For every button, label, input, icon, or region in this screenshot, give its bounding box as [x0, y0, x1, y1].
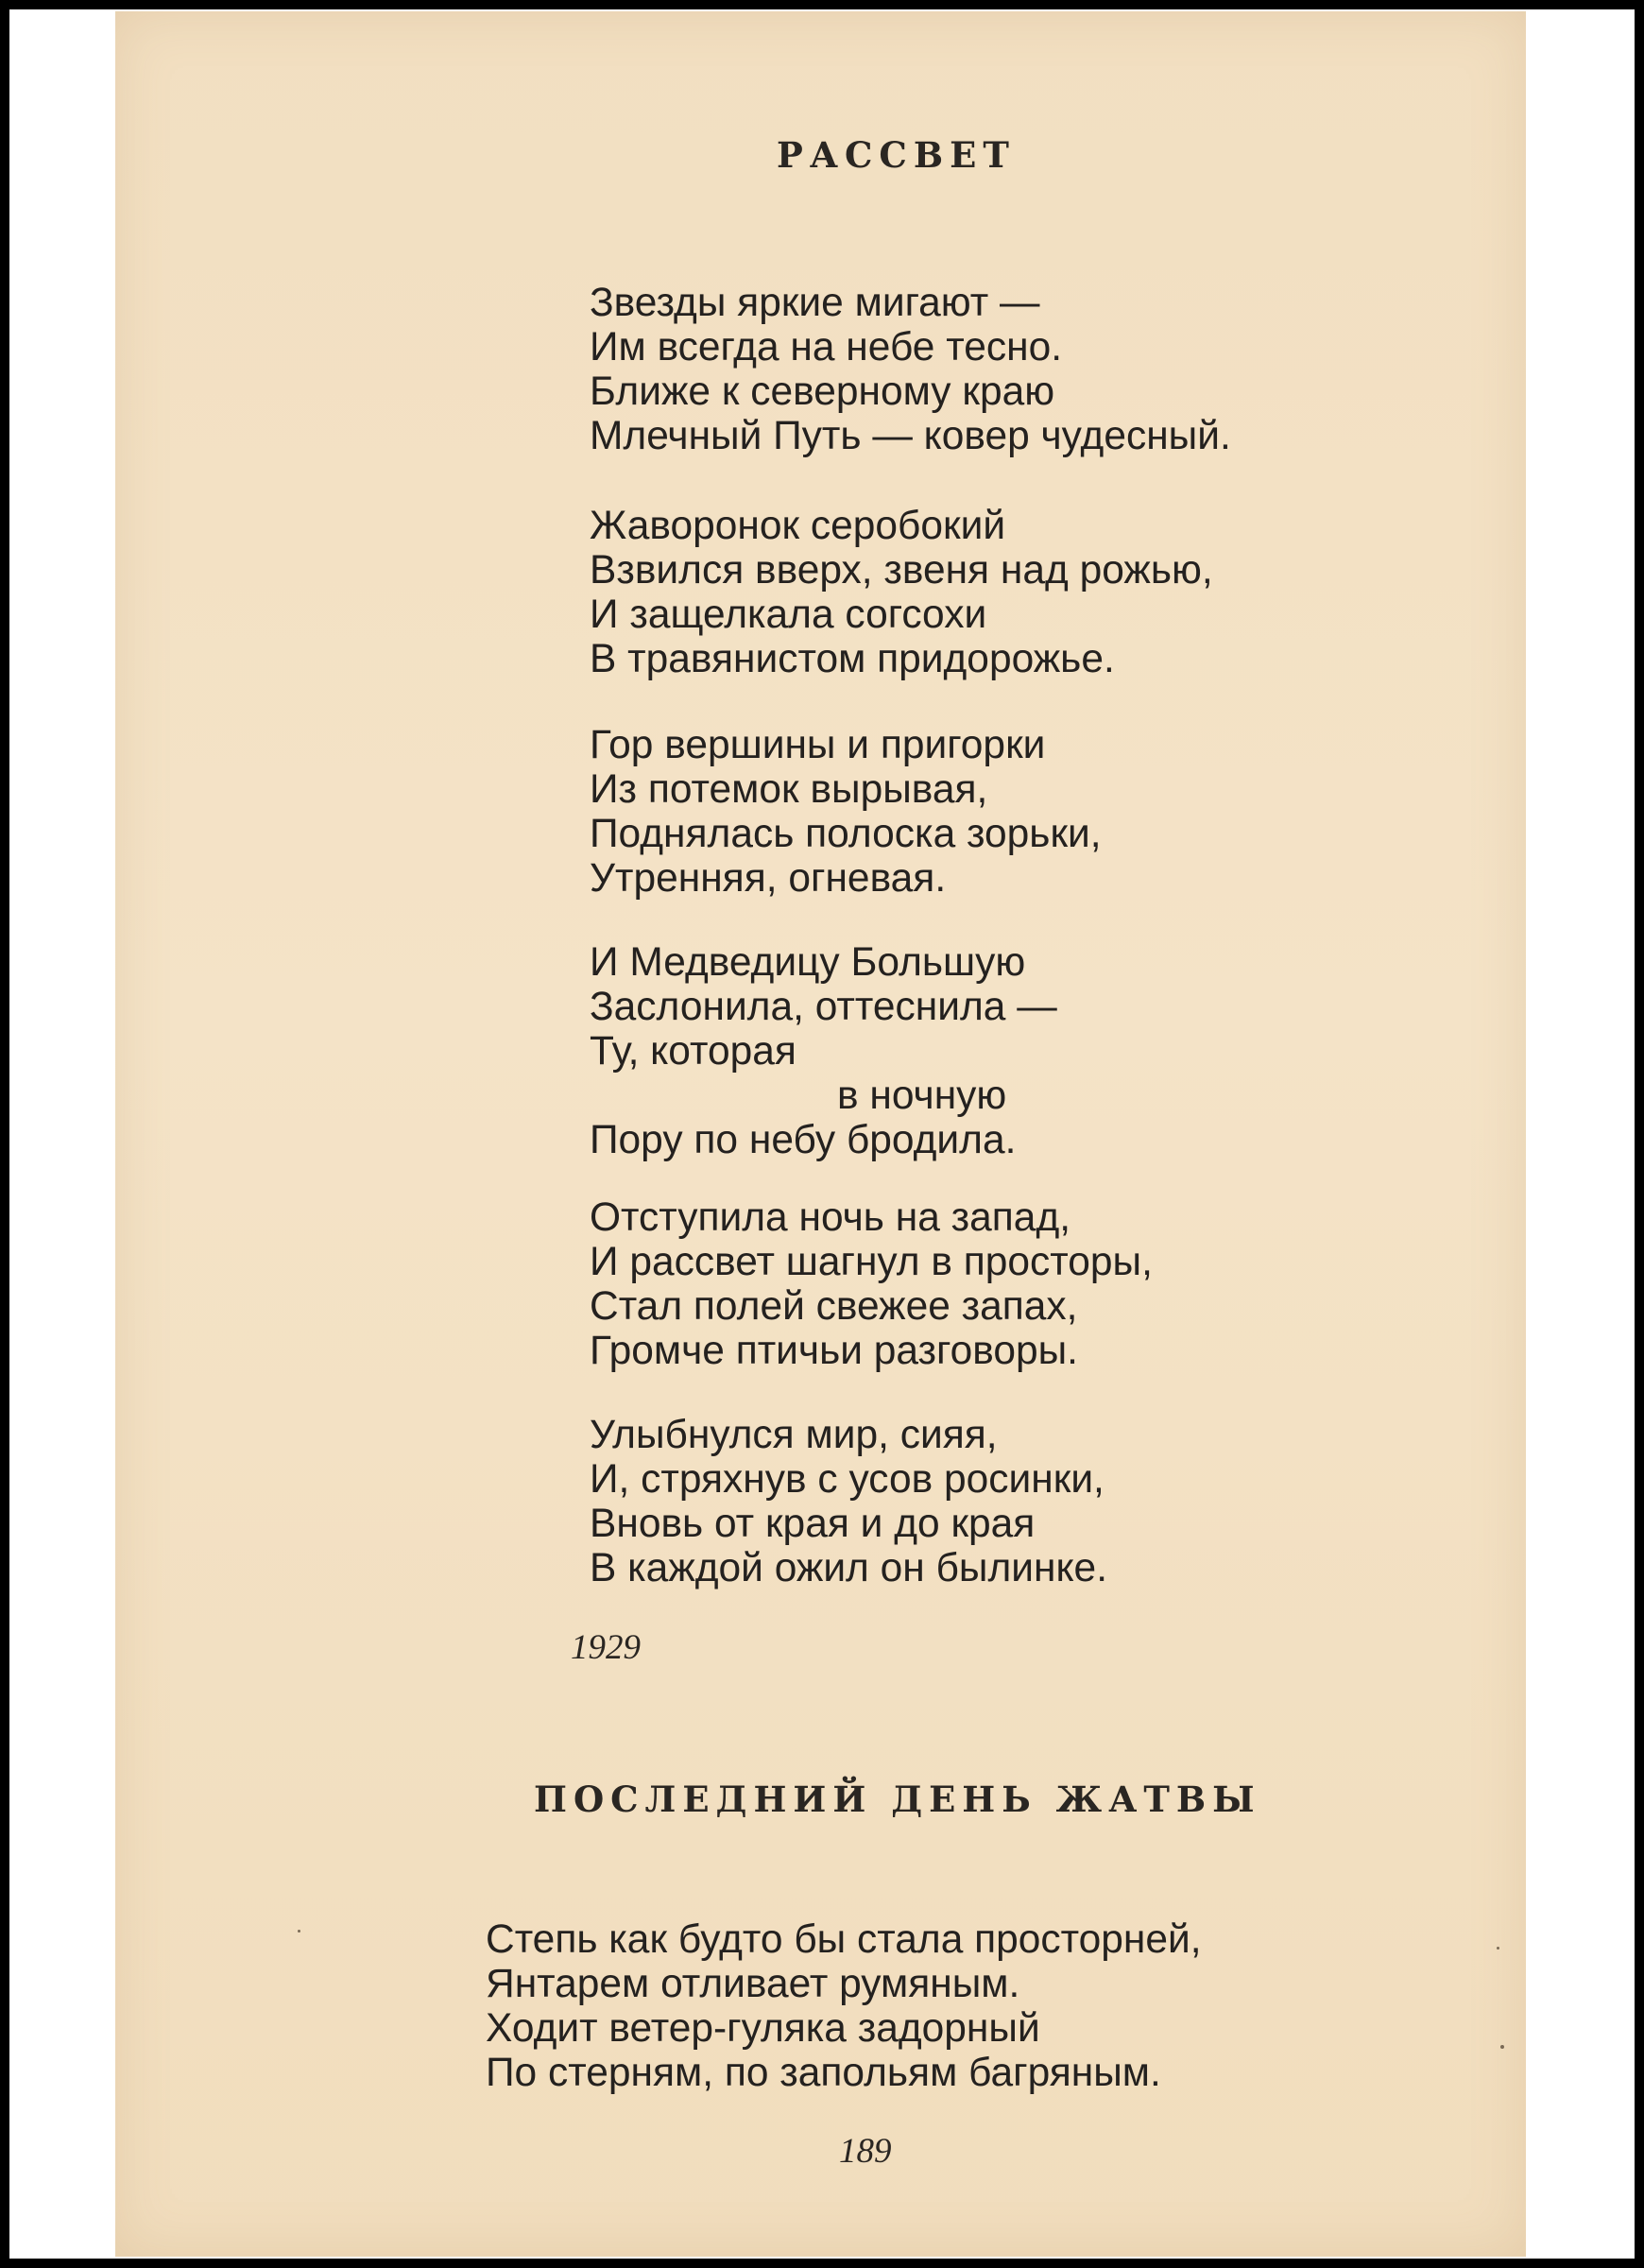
poem-line: Утренняя, огневая. — [590, 856, 947, 901]
poem-line: Из потемок вырывая, — [590, 767, 988, 812]
poem-line: Ту, которая — [590, 1029, 796, 1074]
poem-line: Звезды яркие мигают — — [590, 281, 1040, 325]
paper-speck — [1500, 2045, 1504, 2049]
poem-line: Улыбнулся мир, сияя, — [590, 1413, 998, 1457]
poem-line: Вновь от края и до края — [590, 1502, 1036, 1546]
poem-line: в ночную — [837, 1074, 1007, 1118]
stanza-4 — [590, 940, 1231, 1195]
poem-title: ПОСЛЕДНИЙ ДЕНЬ ЖАТВЫ — [534, 1778, 1261, 1820]
poem-title: РАССВЕТ — [777, 134, 1016, 176]
stanza-1 — [590, 281, 1231, 504]
poem-line: Млечный Путь — ковер чудесный. — [590, 414, 1231, 458]
page-number: 189 — [839, 2132, 892, 2171]
stanza-6 — [590, 1413, 1231, 1590]
poem-line: И защелкала согсохи — [590, 593, 987, 637]
poem-line: В травянистом придорожье. — [590, 637, 1115, 681]
poem-line: Им всегда на небе тесно. — [590, 325, 1063, 369]
stanza-1 — [486, 1917, 1202, 2095]
poem-line: Взвился вверх, звеня над рожью, — [590, 548, 1213, 593]
poem-line: В каждой ожил он былинке. — [590, 1546, 1107, 1590]
poem-line: Стал полей свежее запах, — [590, 1284, 1078, 1329]
poem-line: Гор вершины и пригорки — [590, 723, 1046, 767]
poem-line: Пору по небу бродила. — [590, 1118, 1017, 1162]
poem-line: Жаворонок серобокий — [590, 504, 1006, 548]
stanza-3 — [590, 723, 1231, 940]
poem-line: Отступила ночь на запад, — [590, 1195, 1071, 1240]
book-page — [115, 11, 1526, 2257]
poem-line: И рассвет шагнул в просторы, — [590, 1240, 1153, 1284]
poem-line: По стерням, по запольям багряным. — [486, 2051, 1161, 2095]
stanza-2 — [590, 504, 1231, 723]
paper-speck — [1497, 1947, 1499, 1950]
stanza-5 — [590, 1195, 1231, 1413]
poem-line: Степь как будто бы стала просторней, — [486, 1917, 1202, 1962]
poem-line: Ходит ветер-гуляка задорный — [486, 2006, 1040, 2051]
poem-line: Ближе к северному краю — [590, 369, 1055, 414]
poem-line: Поднялась полоска зорьки, — [590, 812, 1102, 856]
poem-line: Заслонила, оттеснила — — [590, 985, 1057, 1029]
poem-line: И Медведицу Большую — [590, 940, 1026, 985]
poem-line: Громче птичьи разговоры. — [590, 1329, 1078, 1373]
paper-speck — [298, 1930, 300, 1933]
poem-year: 1929 — [571, 1628, 641, 1667]
poem-line: Янтарем отливает румяным. — [486, 1962, 1020, 2006]
poem-body — [486, 1917, 1202, 2095]
poem-body — [590, 281, 1231, 1590]
poem-line: И, стряхнув с усов росинки, — [590, 1457, 1105, 1502]
